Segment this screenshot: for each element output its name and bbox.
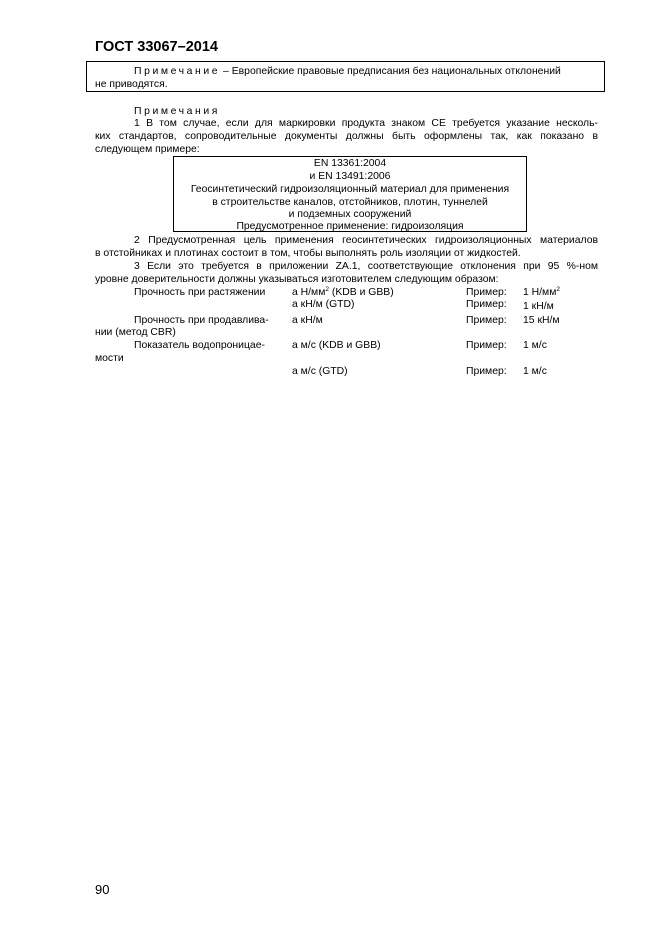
note-line-2: не приводятся. [95, 79, 168, 90]
row1-example-value-1: 1 $Н/мм^2$ [523, 286, 560, 298]
row1-name: Прочность при растяжении [134, 287, 266, 298]
note-label: Примечание [134, 66, 221, 77]
row3-example-label-2: Пример: [466, 366, 507, 377]
note3-line-1: 3 Если это требуется в приложении ZA.1, соответствующие отклонения при 95 %-ном [134, 261, 598, 272]
row1-example-label-2: Пример: [466, 299, 507, 310]
example-line-3: Геосинтетический гидроизоляционный материал для применения [190, 184, 510, 195]
row2-name-line-1: Прочность при продавлива- [134, 315, 269, 326]
row3-unit-2: а м/с (GTD) [292, 366, 348, 377]
row1-unit-2: а кН/м (GTD) [292, 299, 355, 310]
row2-name-line-2: нии (метод CBR) [95, 327, 176, 338]
row3-name-line-1: Показатель водопроницае- [134, 340, 265, 351]
row3-name-line-2: мости [95, 353, 124, 364]
row2-example-label: Пример: [466, 315, 507, 326]
row3-unit-1: а м/с (KDB и GBB) [292, 340, 381, 351]
example-line-4: в строительстве каналов, отстойников, плотин, туннелей [212, 197, 488, 208]
example-line-5: и подземных сооружений [288, 209, 412, 220]
row1-example-label-1: Пример: [466, 287, 507, 298]
row1-example-value-2: 1 кН/м [523, 301, 554, 312]
note-line-1 [134, 66, 561, 78]
note1-line-2: ких стандартов, сопроводительные документы должны быть оформлены так, как показано в [95, 131, 598, 142]
row1-unit-1: а $Н/мм^2$ (KDB и GBB) [292, 286, 394, 298]
example-box [173, 156, 527, 232]
example-line-2: и EN 13491:2006 [309, 171, 391, 182]
note1-line-3: следующем примере: [95, 144, 200, 155]
example-line-6: Предусмотренное применение: гидроизоляция [236, 221, 464, 232]
page-header-title: ГОСТ 33067–2014 [95, 39, 218, 55]
note3-line-2: уровне доверительности должны указываться изготовителем следующим образом: [95, 274, 499, 285]
row2-unit: а кН/м [292, 315, 323, 326]
row3-example-label-1: Пример: [466, 340, 507, 351]
note1-line-1: 1 В том случае, если для маркировки продукта знаком СЕ требуется указание несколь- [134, 118, 598, 129]
row2-example-value: 15 кН/м [523, 315, 560, 326]
note-text-1: – Европейские правовые предписания без национальных отклонений [223, 66, 561, 77]
notes-label: Примечания [134, 106, 220, 117]
row3-example-value-2: 1 м/с [523, 366, 547, 377]
page-number: 90 [95, 882, 110, 897]
example-line-1: EN 13361:2004 [313, 158, 387, 169]
row3-example-value-1: 1 м/с [523, 340, 547, 351]
note2-line-1: 2 Предусмотренная цель применения геосинтетических гидроизоляционных материалов [134, 235, 598, 246]
note2-line-2: в отстойниках и плотинах состоит в том, чтобы выполнять роль изоляции от жидкостей. [95, 248, 521, 259]
